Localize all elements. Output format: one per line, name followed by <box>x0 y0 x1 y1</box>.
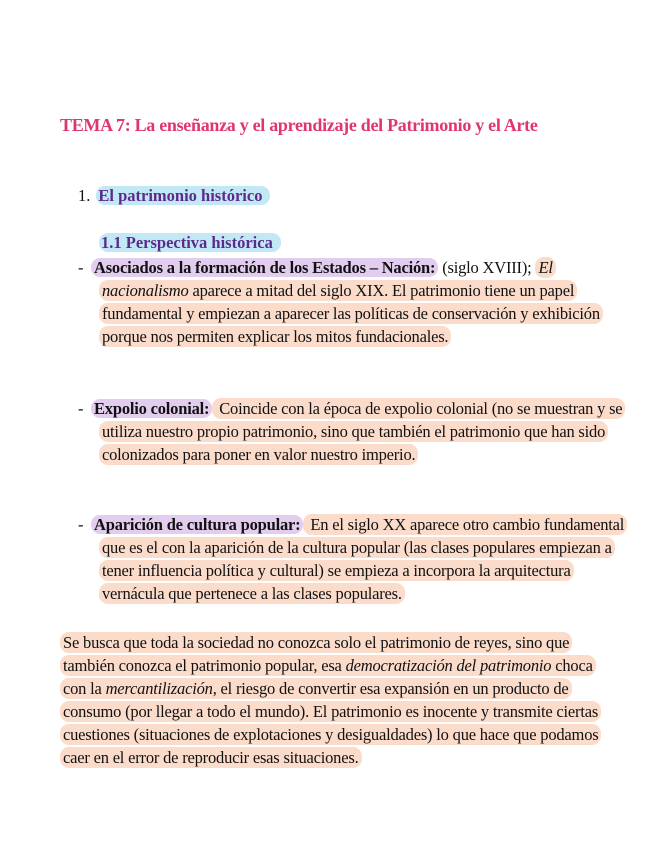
paragraph-text-1: Se busca que toda la sociedad no conozca solo el patrimonio de reyes, sino que también conozca el patrimonio popular, esa <box>63 633 570 675</box>
bullet-item-cultura-popular <box>78 513 629 605</box>
bullet-text-cont: aparece a mitad del siglo XIX. El patrimonio tiene un papel fundamental y empiezan a aparecer las políticas de conservación y exhibición porque nos permiten explicar los mitos fundacionales. <box>102 281 600 346</box>
bullet-text: (siglo XVIII); <box>438 258 536 277</box>
section-number: 1. <box>78 186 91 205</box>
section-heading-label: El patrimonio histórico <box>96 186 270 205</box>
bullet-term: Asociados a la formación de los Estados – Nación: <box>91 258 438 277</box>
paragraph-italic-2: mercantilización <box>105 679 213 698</box>
bullet-dash: - <box>78 399 84 418</box>
paragraph-text-3: , el riesgo de convertir esa expansión en un producto de consumo (por llegar a todo el mundo). El patrimonio es inocente y transmite ciertas cuestiones (situaciones de explotaciones y desigualdades) lo que hace que podamos caer en el error de reproducir esas situaciones. <box>63 679 599 767</box>
bullet-term: Aparición de cultura popular: <box>91 515 303 534</box>
bullet-dash: - <box>78 258 84 277</box>
bullet-dash: - <box>78 515 84 534</box>
subsection-label: 1.1 Perspectiva histórica <box>99 233 281 252</box>
paragraph-italic-1: democratización del patrimonio <box>345 656 552 675</box>
bullet-italic: El nacionalismo <box>102 258 553 300</box>
paragraph-text-2: choca con la <box>63 656 593 698</box>
bullet-item-estados-nacion <box>78 256 629 348</box>
bullet-text: Coincide con la época de expolio colonial (no se muestran y se utiliza nuestro propio patrimonio, sino que también el patrimonio que han sido colonizados para poner en valor nuestro imperio. <box>99 398 625 465</box>
subsection-heading <box>99 232 281 254</box>
body-paragraph <box>60 631 608 769</box>
page-title: TEMA 7: La enseñanza y el aprendizaje del Patrimonio y el Arte <box>60 115 538 135</box>
bullet-item-expolio-colonial <box>78 397 629 466</box>
bullet-text: En el siglo XX aparece otro cambio fundamental que es el con la aparición de la cultura popular (las clases populares empiezan a tener influencia política y cultural) se empieza a incorpora la arquitectura vernácula que pertenece a las clases populares. <box>99 514 627 604</box>
section-heading-1 <box>78 185 270 207</box>
bullet-term: Expolio colonial: <box>91 399 212 418</box>
paragraph-highlight <box>60 632 601 768</box>
